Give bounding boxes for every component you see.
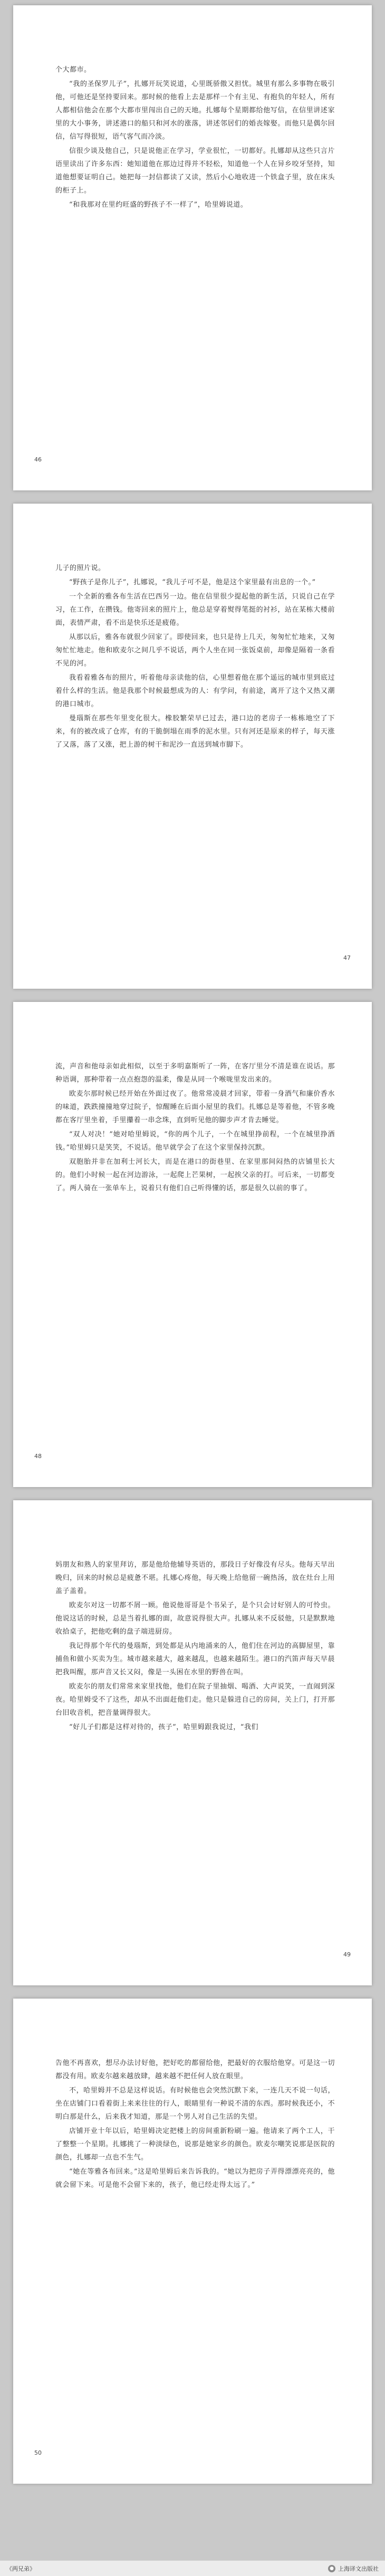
book-title: 《两兄弟》 [6, 2565, 35, 2572]
page-2 [13, 504, 372, 989]
page-1-text [55, 63, 335, 432]
paragraph: 曼瑙斯在那些年里变化很大。橡胶繁荣早已过去，港口边的老房子一栋栋地空了下来，有的被改成了仓库，有的干脆倒塌在雨季的泥水里。只有河还是原来的样子，每天涨了又落，落了又涨，把上游的树干和泥沙一直送到城市脚下。 [55, 715, 335, 749]
page-3-text [55, 1060, 335, 1429]
page-3 [13, 1002, 372, 1487]
paragraph: “和我那对在里约旺盛的野孩子不一样了”，哈里姆说道。 [69, 201, 248, 209]
paragraph: 欧麦尔的朋友们常常来家里找他，他们在院子里抽烟、喝酒、大声说笑，一直闹到深夜。哈里姆受不了这些，却从不出面赶他们走。他只是躲进自己的房间，关上门，打开那台旧收音机，把音量调得很大。 [55, 1683, 335, 1717]
viewer-footer [0, 2560, 385, 2576]
paragraph: 个大都市。 [55, 66, 91, 74]
page-4-text [55, 1558, 335, 1927]
paragraph: 儿子的照片说。 [55, 564, 105, 572]
paragraph: 信很少谈及他自己，只是说他正在学习，学业很忙，一切都好。扎娜却从这些只言片语里读出了许多东西：她知道他在那边过得并不轻松，知道他一个人在异乡咬牙坚持，知道他想要证明自己。她把每一封信都读了又读，然后小心地收进一个铁盒子里，放在床头的柜子上。 [55, 147, 335, 195]
paragraph: 一个全新的雅各布生活在巴西另一边。他在信里很少提起他的新生活，只说自己在学习，在工作，在攒钱。他寄回来的照片上，他总是穿着熨得笔挺的衬衫，站在某栋大楼前面，表情严肃，看不出是快乐还是疲倦。 [55, 593, 335, 627]
paragraph: 不，哈里姆并不总是这样说话。有时候他也会突然沉默下来，一连几天不说一句话，坐在店铺门口看着街上来来往往的行人，眼睛里有一种说不清的东西。那时候我还小，不明白那是什么，后来我才知道，那是一个男人对自己生活的失望。 [55, 2087, 335, 2121]
paragraph: 我记得那个年代的曼瑙斯，到处都是从内地涌来的人，他们住在河边的高脚屋里，靠捕鱼和做小买卖为生。城市越来越大，越来越乱，也越来越陌生。港口的汽笛声每天早晨把我叫醒，那声音又长又闷，像是一头困在水里的野兽在叫。 [55, 1642, 335, 1676]
paragraph: 流，声音和他母亲如此相似，以至于多明嘉斯听了一阵，在客厅里分不清是谁在说话。那种语调，那种带着一点点抱怨的温柔，像是从同一个喉咙里发出来的。 [55, 1063, 335, 1084]
page-number: 47 [343, 954, 351, 961]
page-number: 50 [34, 2449, 42, 2456]
page-4 [13, 1500, 372, 1985]
page-number: 46 [34, 456, 42, 463]
page-1 [13, 5, 372, 490]
paragraph: 告他不再喜欢，想尽办法讨好他，把好吃的都留给他，把最好的衣服给他穿。可是这一切都没有用。欧麦尔越来越放肆，越来越不把任何人放在眼里。 [55, 2059, 335, 2080]
page-number: 48 [34, 1453, 42, 1460]
paragraph: 欧麦尔对这一切都不屑一顾。他说他哥哥是个书呆子，是个只会讨好别人的可怜虫。他说这话的时候，总是当着扎娜的面，故意说得很大声。扎娜从来不反驳他，只是默默地收拾桌子，把他吃剩的盘子端进厨房。 [55, 1601, 335, 1636]
paragraph: 店铺开业十年以后，哈里姆决定把楼上的房间重新粉刷一遍。他请来了两个工人，干了整整一个星期。扎娜挑了一种淡绿色，说那是她家乡的颜色。欧麦尔嘲笑说那是医院的颜色，扎娜却一点也不生气。 [55, 2127, 335, 2162]
publisher-name: 上海译文出版社 [338, 2565, 379, 2572]
paragraph: “双人对决！”她对哈里姆说，“你的两个儿子，一个在城里挣前程，一个在城里挣酒钱。”哈里姆只是笑笑，不说话。他早就学会了在这个家里保持沉默。 [55, 1131, 335, 1152]
paragraph: “野孩子是你儿子”，扎娜说，“我儿子可不是，他是这个家里最有出息的一个。” [69, 578, 316, 586]
page-5 [13, 1999, 372, 2484]
page-number: 49 [343, 1951, 351, 1958]
paragraph: 欧麦尔那时候已经开始在外面过夜了。他常常凌晨才回家，带着一身酒气和廉价香水的味道，跌跌撞撞地穿过院子，惊醒睡在后面小屋里的我们。扎娜总是等着他，不管多晚都在客厅里坐着，手里攥着一串念珠，直到听见他的脚步声才肯去睡觉。 [55, 1090, 335, 1124]
paragraph: “她在等雅各布回来。”这是哈里姆后来告诉我的。“她以为把房子弄得漂漂亮亮的，他就会留下来。可是他不会留下来的，孩子，他已经走得太远了。” [55, 2168, 335, 2189]
page-2-text [55, 562, 335, 931]
paragraph: 双胞胎并非在加利士河长大，而是在港口的街巷里、在家里那间闷热的店铺里长大的。他们小时候一起在河边游泳，一起爬上芒果树，一起挨父亲的打。可后来，一切都变了。两人骑在一张单车上，说着只有他们自己听得懂的话，那是很久以前的事了。 [55, 1158, 335, 1192]
paragraph: 妈朋友和熟人的家里拜访，那是他给他辅导英语的，那段日子好像没有尽头。他每天早出晚归，回来的时候总是疲惫不堪。扎娜心疼他，每天晚上给他留一碗热汤，放在灶台上用盖子盖着。 [55, 1561, 335, 1595]
publisher-logo-icon: ● [328, 2565, 335, 2572]
paragraph: “我的圣保罗儿子”，扎娜开玩笑说道，心里既骄傲又担忧。城里有那么多事物在吸引他，可他还是坚持要回来。那时候的他看上去是那样一个有主见、有抱负的年轻人，所有人都相信他会在那个大都市里闯出自己的天地。扎娜每个星期都给他写信，在信里讲述家里的大小事务，讲述港口的船只和河水的涨落，讲述邻居们的婚丧嫁娶。而他只是偶尔回信，信写得很短，语气客气而冷淡。 [55, 80, 335, 141]
publisher-mark [328, 2564, 379, 2573]
paragraph: “好儿子们都是这样对待的，孩子”，哈里姆跟我说过，“我们 [69, 1723, 258, 1731]
page-5-text [55, 2057, 335, 2426]
paragraph: 从那以后，雅各布就很少回家了。即使回来，也只是待上几天，匆匆忙忙地来，又匆匆忙忙地走。他和欧麦尔之间几乎不说话，两个人坐在同一张饭桌前，却像是隔着一条看不见的河。 [55, 633, 335, 668]
paragraph: 我看着雅各布的照片，听着他母亲读他的信，心里想着他在那个遥远的城市里到底过着什么样的生活。他是我那个时候最想成为的人：有学问，有前途，离开了这个又热又潮的港口城市。 [55, 674, 335, 708]
